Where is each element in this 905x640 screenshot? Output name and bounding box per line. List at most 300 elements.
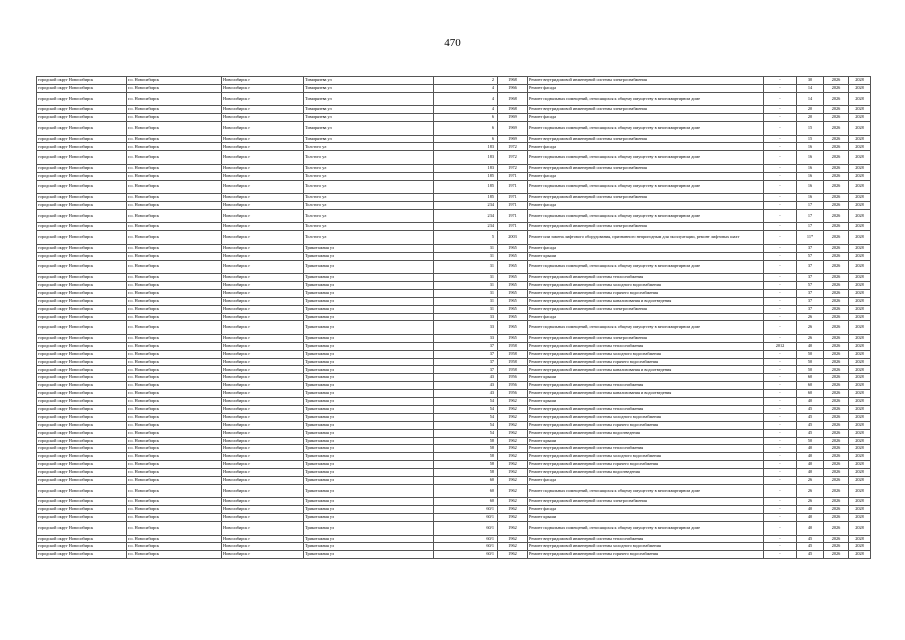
- okrug-cell: городской округ Новосибирск: [37, 476, 127, 484]
- count-cell: 16: [797, 164, 824, 172]
- year-cell: 1962: [498, 429, 528, 437]
- okrug-cell: городской округ Новосибирск: [37, 202, 127, 210]
- nasp-cell: Новосибирск г: [222, 551, 304, 559]
- okrug-cell: городской округ Новосибирск: [37, 244, 127, 252]
- house-cell: 31: [434, 281, 498, 289]
- year-cell: 1972: [498, 143, 528, 151]
- end-year-cell: 2028: [849, 358, 871, 366]
- work-cell: Ремонт фасада: [528, 244, 764, 252]
- nasp-cell: Новосибирск г: [222, 350, 304, 358]
- table-row: [37, 289, 871, 297]
- okrug-cell: городской округ Новосибирск: [37, 151, 127, 165]
- year-cell: 1971: [498, 172, 528, 180]
- house-cell: 54: [434, 405, 498, 413]
- nasp-cell: Новосибирск г: [222, 506, 304, 514]
- table-row: [37, 398, 871, 406]
- count-cell: 26: [797, 334, 824, 342]
- work-cell: Ремонт фасада: [528, 313, 764, 321]
- house-cell: 58: [434, 461, 498, 469]
- house-cell: 60: [434, 484, 498, 498]
- table-row: [37, 84, 871, 92]
- year-cell: 1962: [498, 461, 528, 469]
- count-cell: 45: [797, 535, 824, 543]
- street-cell: Трикотажная ул: [304, 390, 434, 398]
- nasp-cell: Новосибирск г: [222, 151, 304, 165]
- last-repair-cell: -: [764, 305, 797, 313]
- last-repair-cell: -: [764, 231, 797, 245]
- last-repair-cell: -: [764, 77, 797, 85]
- house-cell: 4: [434, 106, 498, 114]
- year-cell: 1962: [498, 421, 528, 429]
- okrug-cell: городской округ Новосибирск: [37, 305, 127, 313]
- gorod-cell: г.о. Новосибирск: [127, 122, 222, 136]
- count-cell: 57: [797, 252, 824, 260]
- street-cell: Толстого ул: [304, 209, 434, 223]
- count-cell: 14: [797, 84, 824, 92]
- last-repair-cell: -: [764, 244, 797, 252]
- last-repair-cell: -: [764, 289, 797, 297]
- last-repair-cell: -: [764, 122, 797, 136]
- nasp-cell: Новосибирск г: [222, 405, 304, 413]
- end-year-cell: 2028: [849, 476, 871, 484]
- street-cell: Тимирязева ул: [304, 106, 434, 114]
- street-cell: Толстого ул: [304, 223, 434, 231]
- table-row: [37, 429, 871, 437]
- count-cell: 50: [797, 358, 824, 366]
- year-cell: 1962: [498, 398, 528, 406]
- count-cell: 45: [797, 429, 824, 437]
- work-cell: Ремонт внутридомовой инженерной системы электроснабжения: [528, 77, 764, 85]
- start-year-cell: 2026: [824, 498, 849, 506]
- okrug-cell: городской округ Новосибирск: [37, 180, 127, 194]
- start-year-cell: 2026: [824, 421, 849, 429]
- start-year-cell: 2026: [824, 469, 849, 477]
- okrug-cell: городской округ Новосибирск: [37, 114, 127, 122]
- nasp-cell: Новосибирск г: [222, 522, 304, 536]
- count-cell: 50: [797, 350, 824, 358]
- house-cell: 2: [434, 77, 498, 85]
- okrug-cell: городской округ Новосибирск: [37, 413, 127, 421]
- start-year-cell: 2026: [824, 172, 849, 180]
- last-repair-cell: -: [764, 297, 797, 305]
- start-year-cell: 2026: [824, 374, 849, 382]
- gorod-cell: г.о. Новосибирск: [127, 453, 222, 461]
- street-cell: Толстого ул: [304, 151, 434, 165]
- work-cell: Ремонт фасада: [528, 172, 764, 180]
- table-row: [37, 350, 871, 358]
- end-year-cell: 2028: [849, 180, 871, 194]
- work-cell: Ремонт фасада: [528, 143, 764, 151]
- end-year-cell: 2028: [849, 405, 871, 413]
- count-cell: 15: [797, 122, 824, 136]
- table-row: [37, 484, 871, 498]
- nasp-cell: Новосибирск г: [222, 421, 304, 429]
- work-cell: Ремонт внутридомовой инженерной системы холодного водоснабжения: [528, 413, 764, 421]
- year-cell: 1965: [498, 281, 528, 289]
- year-cell: 1956: [498, 374, 528, 382]
- start-year-cell: 2026: [824, 77, 849, 85]
- street-cell: Трикотажная ул: [304, 366, 434, 374]
- work-cell: Ремонт внутридомовой инженерной системы электроснабжения: [528, 135, 764, 143]
- table-row: [37, 297, 871, 305]
- table-row: [37, 106, 871, 114]
- table-row: [37, 77, 871, 85]
- gorod-cell: г.о. Новосибирск: [127, 231, 222, 245]
- end-year-cell: 2028: [849, 281, 871, 289]
- last-repair-cell: -: [764, 358, 797, 366]
- nasp-cell: Новосибирск г: [222, 289, 304, 297]
- nasp-cell: Новосибирск г: [222, 143, 304, 151]
- gorod-cell: г.о. Новосибирск: [127, 172, 222, 180]
- street-cell: Толстого ул: [304, 172, 434, 180]
- gorod-cell: г.о. Новосибирск: [127, 382, 222, 390]
- nasp-cell: Новосибирск г: [222, 252, 304, 260]
- last-repair-cell: -: [764, 551, 797, 559]
- last-repair-cell: -: [764, 413, 797, 421]
- last-repair-cell: -: [764, 374, 797, 382]
- table-row: [37, 122, 871, 136]
- house-cell: 43: [434, 374, 498, 382]
- end-year-cell: 2028: [849, 122, 871, 136]
- house-cell: 60/1: [434, 535, 498, 543]
- nasp-cell: Новосибирск г: [222, 334, 304, 342]
- nasp-cell: Новосибирск г: [222, 77, 304, 85]
- count-cell: 26: [797, 484, 824, 498]
- table-row: [37, 453, 871, 461]
- street-cell: Трикотажная ул: [304, 445, 434, 453]
- table-row: [37, 209, 871, 223]
- street-cell: Трикотажная ул: [304, 543, 434, 551]
- year-cell: 1965: [498, 260, 528, 274]
- work-cell: Ремонт внутридомовой инженерной системы канализования и водоотведения: [528, 366, 764, 374]
- start-year-cell: 2026: [824, 405, 849, 413]
- year-cell: 1969: [498, 114, 528, 122]
- okrug-cell: городской округ Новосибирск: [37, 484, 127, 498]
- house-cell: 185: [434, 180, 498, 194]
- gorod-cell: г.о. Новосибирск: [127, 535, 222, 543]
- work-cell: Ремонт крыши: [528, 374, 764, 382]
- house-cell: 58: [434, 453, 498, 461]
- table-row: [37, 260, 871, 274]
- okrug-cell: городской округ Новосибирск: [37, 231, 127, 245]
- year-cell: 1971: [498, 180, 528, 194]
- end-year-cell: 2028: [849, 506, 871, 514]
- last-repair-cell: -: [764, 92, 797, 106]
- start-year-cell: 2026: [824, 313, 849, 321]
- start-year-cell: 2026: [824, 281, 849, 289]
- okrug-cell: городской округ Новосибирск: [37, 260, 127, 274]
- year-cell: 1962: [498, 405, 528, 413]
- okrug-cell: городской округ Новосибирск: [37, 461, 127, 469]
- house-cell: 31: [434, 305, 498, 313]
- work-cell: Ремонт подвальных помещений, относящихся к общему имуществу в многоквартирном доме: [528, 151, 764, 165]
- start-year-cell: 2026: [824, 297, 849, 305]
- year-cell: 1966: [498, 84, 528, 92]
- house-cell: 54: [434, 421, 498, 429]
- street-cell: Трикотажная ул: [304, 334, 434, 342]
- work-cell: Ремонт внутридомовой инженерной системы электроснабжения: [528, 223, 764, 231]
- last-repair-cell: -: [764, 453, 797, 461]
- okrug-cell: городской округ Новосибирск: [37, 164, 127, 172]
- work-cell: Ремонт подвальных помещений, относящихся к общему имуществу в многоквартирном доме: [528, 209, 764, 223]
- end-year-cell: 2028: [849, 453, 871, 461]
- table-row: [37, 374, 871, 382]
- house-cell: 60/1: [434, 514, 498, 522]
- count-cell: 14: [797, 92, 824, 106]
- last-repair-cell: -: [764, 164, 797, 172]
- street-cell: Трикотажная ул: [304, 405, 434, 413]
- last-repair-cell: -: [764, 461, 797, 469]
- end-year-cell: 2028: [849, 297, 871, 305]
- house-cell: 234: [434, 202, 498, 210]
- nasp-cell: Новосибирск г: [222, 231, 304, 245]
- work-cell: Ремонт внутридомовой инженерной системы теплоснабжения: [528, 342, 764, 350]
- work-cell: Ремонт внутридомовой инженерной системы канализования и водоотведения: [528, 297, 764, 305]
- gorod-cell: г.о. Новосибирск: [127, 476, 222, 484]
- last-repair-cell: -: [764, 543, 797, 551]
- work-cell: Ремонт крыши: [528, 398, 764, 406]
- end-year-cell: 2028: [849, 366, 871, 374]
- street-cell: Тимирязева ул: [304, 114, 434, 122]
- table-row: [37, 135, 871, 143]
- nasp-cell: Новосибирск г: [222, 358, 304, 366]
- okrug-cell: городской округ Новосибирск: [37, 506, 127, 514]
- year-cell: 1962: [498, 469, 528, 477]
- end-year-cell: 2028: [849, 77, 871, 85]
- year-cell: 1962: [498, 522, 528, 536]
- start-year-cell: 2026: [824, 135, 849, 143]
- end-year-cell: 2028: [849, 429, 871, 437]
- work-cell: Ремонт внутридомовой инженерной системы теплоснабжения: [528, 405, 764, 413]
- year-cell: 1962: [498, 476, 528, 484]
- year-cell: 1965: [498, 313, 528, 321]
- table-row: [37, 405, 871, 413]
- okrug-cell: городской округ Новосибирск: [37, 281, 127, 289]
- gorod-cell: г.о. Новосибирск: [127, 461, 222, 469]
- count-cell: 60: [797, 374, 824, 382]
- last-repair-cell: -: [764, 498, 797, 506]
- table-row: [37, 252, 871, 260]
- street-cell: Трикотажная ул: [304, 522, 434, 536]
- gorod-cell: г.о. Новосибирск: [127, 437, 222, 445]
- work-cell: Ремонт внутридомовой инженерной системы водоотведения: [528, 469, 764, 477]
- gorod-cell: г.о. Новосибирск: [127, 274, 222, 282]
- end-year-cell: 2028: [849, 151, 871, 165]
- start-year-cell: 2026: [824, 194, 849, 202]
- last-repair-cell: -: [764, 209, 797, 223]
- nasp-cell: Новосибирск г: [222, 135, 304, 143]
- table-row: [37, 342, 871, 350]
- table-row: [37, 305, 871, 313]
- end-year-cell: 2028: [849, 84, 871, 92]
- gorod-cell: г.о. Новосибирск: [127, 202, 222, 210]
- end-year-cell: 2028: [849, 551, 871, 559]
- count-cell: 40: [797, 506, 824, 514]
- count-cell: 26: [797, 313, 824, 321]
- okrug-cell: городской округ Новосибирск: [37, 223, 127, 231]
- start-year-cell: 2026: [824, 231, 849, 245]
- count-cell: 16: [797, 143, 824, 151]
- nasp-cell: Новосибирск г: [222, 484, 304, 498]
- work-cell: Ремонт внутридомовой инженерной системы холодного водоснабжения: [528, 453, 764, 461]
- count-cell: 45: [797, 405, 824, 413]
- table-row: [37, 413, 871, 421]
- work-cell: Ремонт подвальных помещений, относящихся к общему имуществу в многоквартирном доме: [528, 180, 764, 194]
- work-cell: Ремонт внутридомовой инженерной системы теплоснабжения: [528, 535, 764, 543]
- house-cell: 183: [434, 151, 498, 165]
- start-year-cell: 2026: [824, 398, 849, 406]
- table-row: [37, 194, 871, 202]
- start-year-cell: 2026: [824, 453, 849, 461]
- end-year-cell: 2028: [849, 244, 871, 252]
- gorod-cell: г.о. Новосибирск: [127, 92, 222, 106]
- last-repair-cell: -: [764, 151, 797, 165]
- nasp-cell: Новосибирск г: [222, 543, 304, 551]
- nasp-cell: Новосибирск г: [222, 342, 304, 350]
- start-year-cell: 2026: [824, 180, 849, 194]
- page-number: 470: [444, 37, 461, 49]
- nasp-cell: Новосибирск г: [222, 476, 304, 484]
- nasp-cell: Новосибирск г: [222, 194, 304, 202]
- house-cell: 31: [434, 274, 498, 282]
- start-year-cell: 2026: [824, 151, 849, 165]
- street-cell: Трикотажная ул: [304, 484, 434, 498]
- table-row: [37, 535, 871, 543]
- nasp-cell: Новосибирск г: [222, 514, 304, 522]
- end-year-cell: 2028: [849, 143, 871, 151]
- okrug-cell: городской округ Новосибирск: [37, 498, 127, 506]
- end-year-cell: 2028: [849, 209, 871, 223]
- house-cell: 4: [434, 84, 498, 92]
- gorod-cell: г.о. Новосибирск: [127, 77, 222, 85]
- okrug-cell: городской округ Новосибирск: [37, 374, 127, 382]
- okrug-cell: городской округ Новосибирск: [37, 535, 127, 543]
- last-repair-cell: -: [764, 535, 797, 543]
- table-row: [37, 223, 871, 231]
- start-year-cell: 2026: [824, 321, 849, 335]
- year-cell: 1962: [498, 484, 528, 498]
- street-cell: Трикотажная ул: [304, 413, 434, 421]
- year-cell: 1971: [498, 202, 528, 210]
- okrug-cell: городской округ Новосибирск: [37, 522, 127, 536]
- count-cell: 17: [797, 202, 824, 210]
- table-row: [37, 202, 871, 210]
- table-row: [37, 498, 871, 506]
- house-cell: 31: [434, 260, 498, 274]
- count-cell: 45: [797, 421, 824, 429]
- nasp-cell: Новосибирск г: [222, 390, 304, 398]
- nasp-cell: Новосибирск г: [222, 413, 304, 421]
- end-year-cell: 2028: [849, 252, 871, 260]
- start-year-cell: 2026: [824, 274, 849, 282]
- house-cell: 6: [434, 114, 498, 122]
- gorod-cell: г.о. Новосибирск: [127, 429, 222, 437]
- year-cell: 1971: [498, 223, 528, 231]
- year-cell: 1965: [498, 321, 528, 335]
- start-year-cell: 2026: [824, 202, 849, 210]
- house-cell: 43: [434, 382, 498, 390]
- street-cell: Тимирязева ул: [304, 135, 434, 143]
- table-row: [37, 421, 871, 429]
- start-year-cell: 2026: [824, 289, 849, 297]
- start-year-cell: 2026: [824, 476, 849, 484]
- street-cell: Толстого ул: [304, 202, 434, 210]
- work-cell: Ремонт внутридомовой инженерной системы электроснабжения: [528, 106, 764, 114]
- count-cell: 16: [797, 151, 824, 165]
- start-year-cell: 2026: [824, 522, 849, 536]
- street-cell: Трикотажная ул: [304, 498, 434, 506]
- house-cell: 31: [434, 297, 498, 305]
- year-cell: 1972: [498, 151, 528, 165]
- start-year-cell: 2026: [824, 305, 849, 313]
- work-cell: Ремонт внутридомовой инженерной системы холодного водоснабжения: [528, 543, 764, 551]
- okrug-cell: городской округ Новосибирск: [37, 143, 127, 151]
- gorod-cell: г.о. Новосибирск: [127, 194, 222, 202]
- year-cell: 1968: [498, 77, 528, 85]
- okrug-cell: городской округ Новосибирск: [37, 445, 127, 453]
- house-cell: 37: [434, 342, 498, 350]
- street-cell: Трикотажная ул: [304, 313, 434, 321]
- gorod-cell: г.о. Новосибирск: [127, 506, 222, 514]
- street-cell: Трикотажная ул: [304, 506, 434, 514]
- count-cell: 37: [797, 289, 824, 297]
- work-cell: Ремонт внутридомовой инженерной системы горячего водоснабжения: [528, 551, 764, 559]
- work-cell: Ремонт внутридомовой инженерной системы теплоснабжения: [528, 274, 764, 282]
- count-cell: 40: [797, 522, 824, 536]
- last-repair-cell: -: [764, 223, 797, 231]
- table-row: [37, 180, 871, 194]
- gorod-cell: г.о. Новосибирск: [127, 106, 222, 114]
- count-cell: 45: [797, 543, 824, 551]
- work-cell: Ремонт подвальных помещений, относящихся к общему имуществу в многоквартирном доме: [528, 92, 764, 106]
- count-cell: 40: [797, 342, 824, 350]
- nasp-cell: Новосибирск г: [222, 445, 304, 453]
- work-cell: Ремонт внутридомовой инженерной системы электроснабжения: [528, 164, 764, 172]
- street-cell: Трикотажная ул: [304, 398, 434, 406]
- start-year-cell: 2026: [824, 445, 849, 453]
- work-cell: Ремонт подвальных помещений, относящихся к общему имуществу в многоквартирном доме: [528, 122, 764, 136]
- street-cell: Трикотажная ул: [304, 476, 434, 484]
- year-cell: 1962: [498, 413, 528, 421]
- end-year-cell: 2028: [849, 514, 871, 522]
- house-cell: 185: [434, 194, 498, 202]
- table-row: [37, 244, 871, 252]
- last-repair-cell: -: [764, 180, 797, 194]
- nasp-cell: Новосибирск г: [222, 180, 304, 194]
- gorod-cell: г.о. Новосибирск: [127, 334, 222, 342]
- start-year-cell: 2026: [824, 244, 849, 252]
- count-cell: 60: [797, 390, 824, 398]
- street-cell: Трикотажная ул: [304, 429, 434, 437]
- nasp-cell: Новосибирск г: [222, 374, 304, 382]
- nasp-cell: Новосибирск г: [222, 366, 304, 374]
- street-cell: Тимирязева ул: [304, 92, 434, 106]
- last-repair-cell: -: [764, 437, 797, 445]
- last-repair-cell: -: [764, 172, 797, 180]
- count-cell: 16: [797, 172, 824, 180]
- table-row: [37, 437, 871, 445]
- end-year-cell: 2028: [849, 522, 871, 536]
- count-cell: 16: [797, 194, 824, 202]
- year-cell: 1962: [498, 498, 528, 506]
- count-cell: 50: [797, 366, 824, 374]
- nasp-cell: Новосибирск г: [222, 114, 304, 122]
- last-repair-cell: -: [764, 445, 797, 453]
- last-repair-cell: -: [764, 106, 797, 114]
- last-repair-cell: -: [764, 484, 797, 498]
- start-year-cell: 2026: [824, 543, 849, 551]
- end-year-cell: 2028: [849, 92, 871, 106]
